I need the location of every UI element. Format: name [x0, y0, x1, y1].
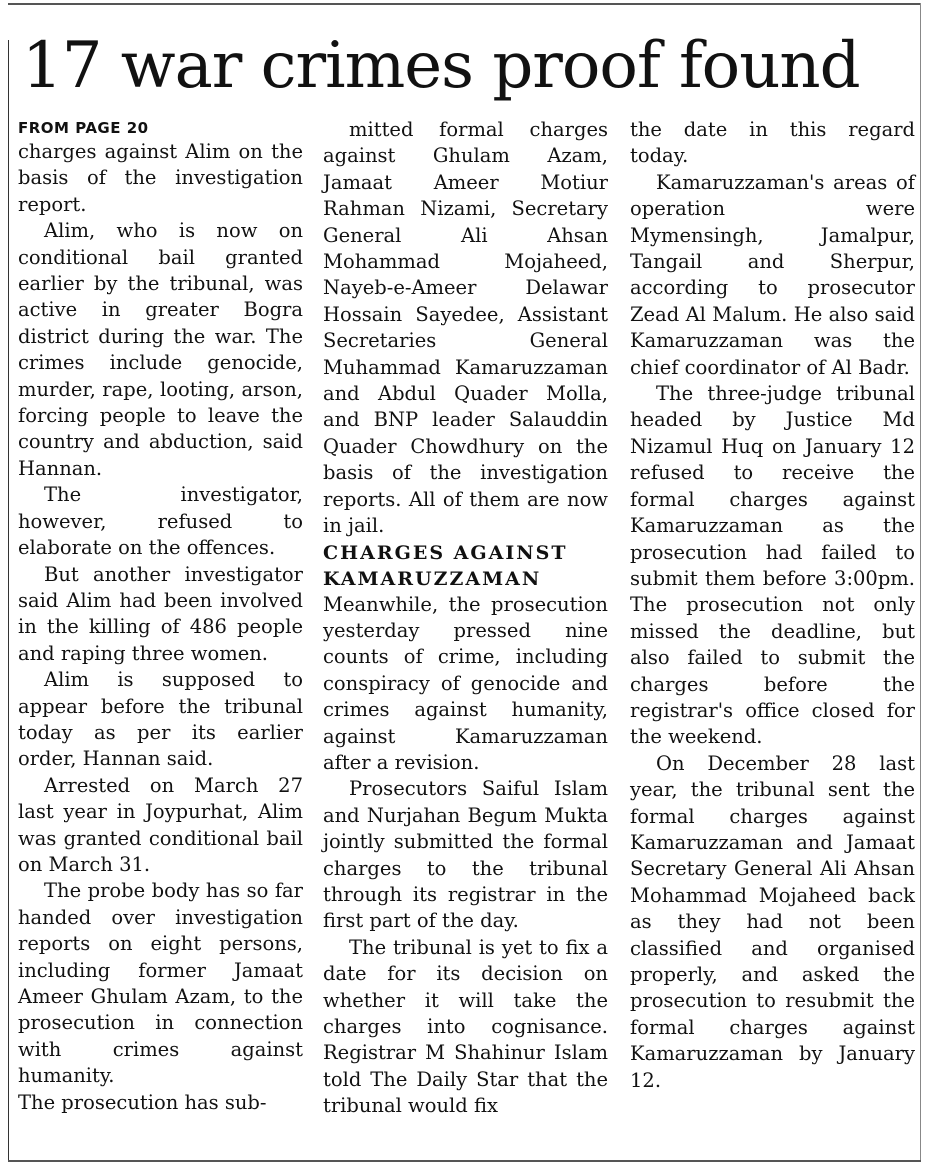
paragraph: the date in this regard today.: [630, 118, 915, 168]
paragraph: Prosecutors Saiful Islam and Nurjahan Begum Mukta jointly submitted the formal charges to the tribunal through its registrar in the first part of the day.: [323, 777, 608, 933]
left-rule: [8, 40, 9, 1160]
column-1: [18, 117, 303, 1116]
paragraph: The prosecution has sub-: [18, 1090, 267, 1114]
paragraph: The three-judge tribunal headed by Justice Md Nizamul Huq on January 12 refused to receive the formal charges against Kamaruzzaman as the prosecution had failed to submit them before 3:00pm. The prosecution not only missed the deadline, but also failed to submit the charges before the registrar's office closed for the weekend.: [630, 382, 915, 749]
paragraph: Alim is supposed to appear before the tribunal today as per its earlier order, Hannan said.: [18, 668, 303, 771]
bottom-rule: [8, 1160, 921, 1162]
paragraph: charges against Alim on the basis of the investigation report.: [18, 140, 303, 216]
paragraph: Alim, who is now on conditional bail granted earlier by the tribunal, was active in greater Bogra district during the war. The crimes include genocide, murder, rape, looting, arson, forcing people to leave the country and abduction, said Hannan.: [18, 219, 303, 480]
paragraph: But another investigator said Alim had been involved in the killing of 486 people and raping three women.: [18, 562, 303, 665]
paragraph: Kamaruzzaman's areas of operation were Mymensingh, Jamalpur, Tangail and Sherpur, according to prosecutor Zead Al Malum. He also said Kamaruzzaman was the chief coordinator of Al Badr.: [630, 170, 915, 379]
headline: 17 war crimes proof found: [22, 29, 860, 103]
top-rule: [8, 3, 921, 5]
column-2: [323, 117, 608, 1120]
kicker: FROM PAGE 20: [18, 119, 149, 137]
paragraph: The tribunal is yet to fix a date for its decision on whether it will take the charges into cognisance. Registrar M Shahinur Islam told The Daily Star that the tribunal would fix: [323, 935, 608, 1118]
paragraph: The probe body has so far handed over investigation reports on eight persons, including former Jamaat Ameer Ghulam Azam, to the prosecution in connection with crimes against humanity.: [18, 879, 303, 1088]
paragraph: Arrested on March 27 last year in Joypurhat, Alim was granted conditional bail on March 31.: [18, 773, 303, 876]
paragraph: On December 28 last year, the tribunal sent the formal charges against Kamaruzzaman and Jamaat Secretary General Ali Ahsan Mohammad Mojaheed back as they had not been classified and organised properly, and asked the prosecution to resubmit the formal charges against Kamaruzzaman by January 12.: [630, 751, 915, 1092]
right-rule: [920, 3, 921, 1160]
subheading: CHARGES AGAINST KAMARUZZAMAN: [323, 541, 568, 590]
column-3: [630, 117, 915, 1094]
paragraph: The investigator, however, refused to elaborate on the offences.: [18, 483, 303, 560]
paragraph: Meanwhile, the prosecution yesterday pressed nine counts of crime, including conspiracy of genocide and crimes against humanity, against Kamaruzzaman after a revision.: [323, 592, 608, 774]
paragraph: mitted formal charges against Ghulam Azam, Jamaat Ameer Motiur Rahman Nizami, Secretary General Ali Ahsan Mohammad Mojaheed, Nayeb-e-Ameer Delawar Hossain Sayedee, Assistant Secretaries General Muhammad Kamaruzzaman and Abdul Quader Molla, and BNP leader Salauddin Quader Chowdhury on the basis of the investigation reports. All of them are now in jail.: [323, 118, 608, 538]
